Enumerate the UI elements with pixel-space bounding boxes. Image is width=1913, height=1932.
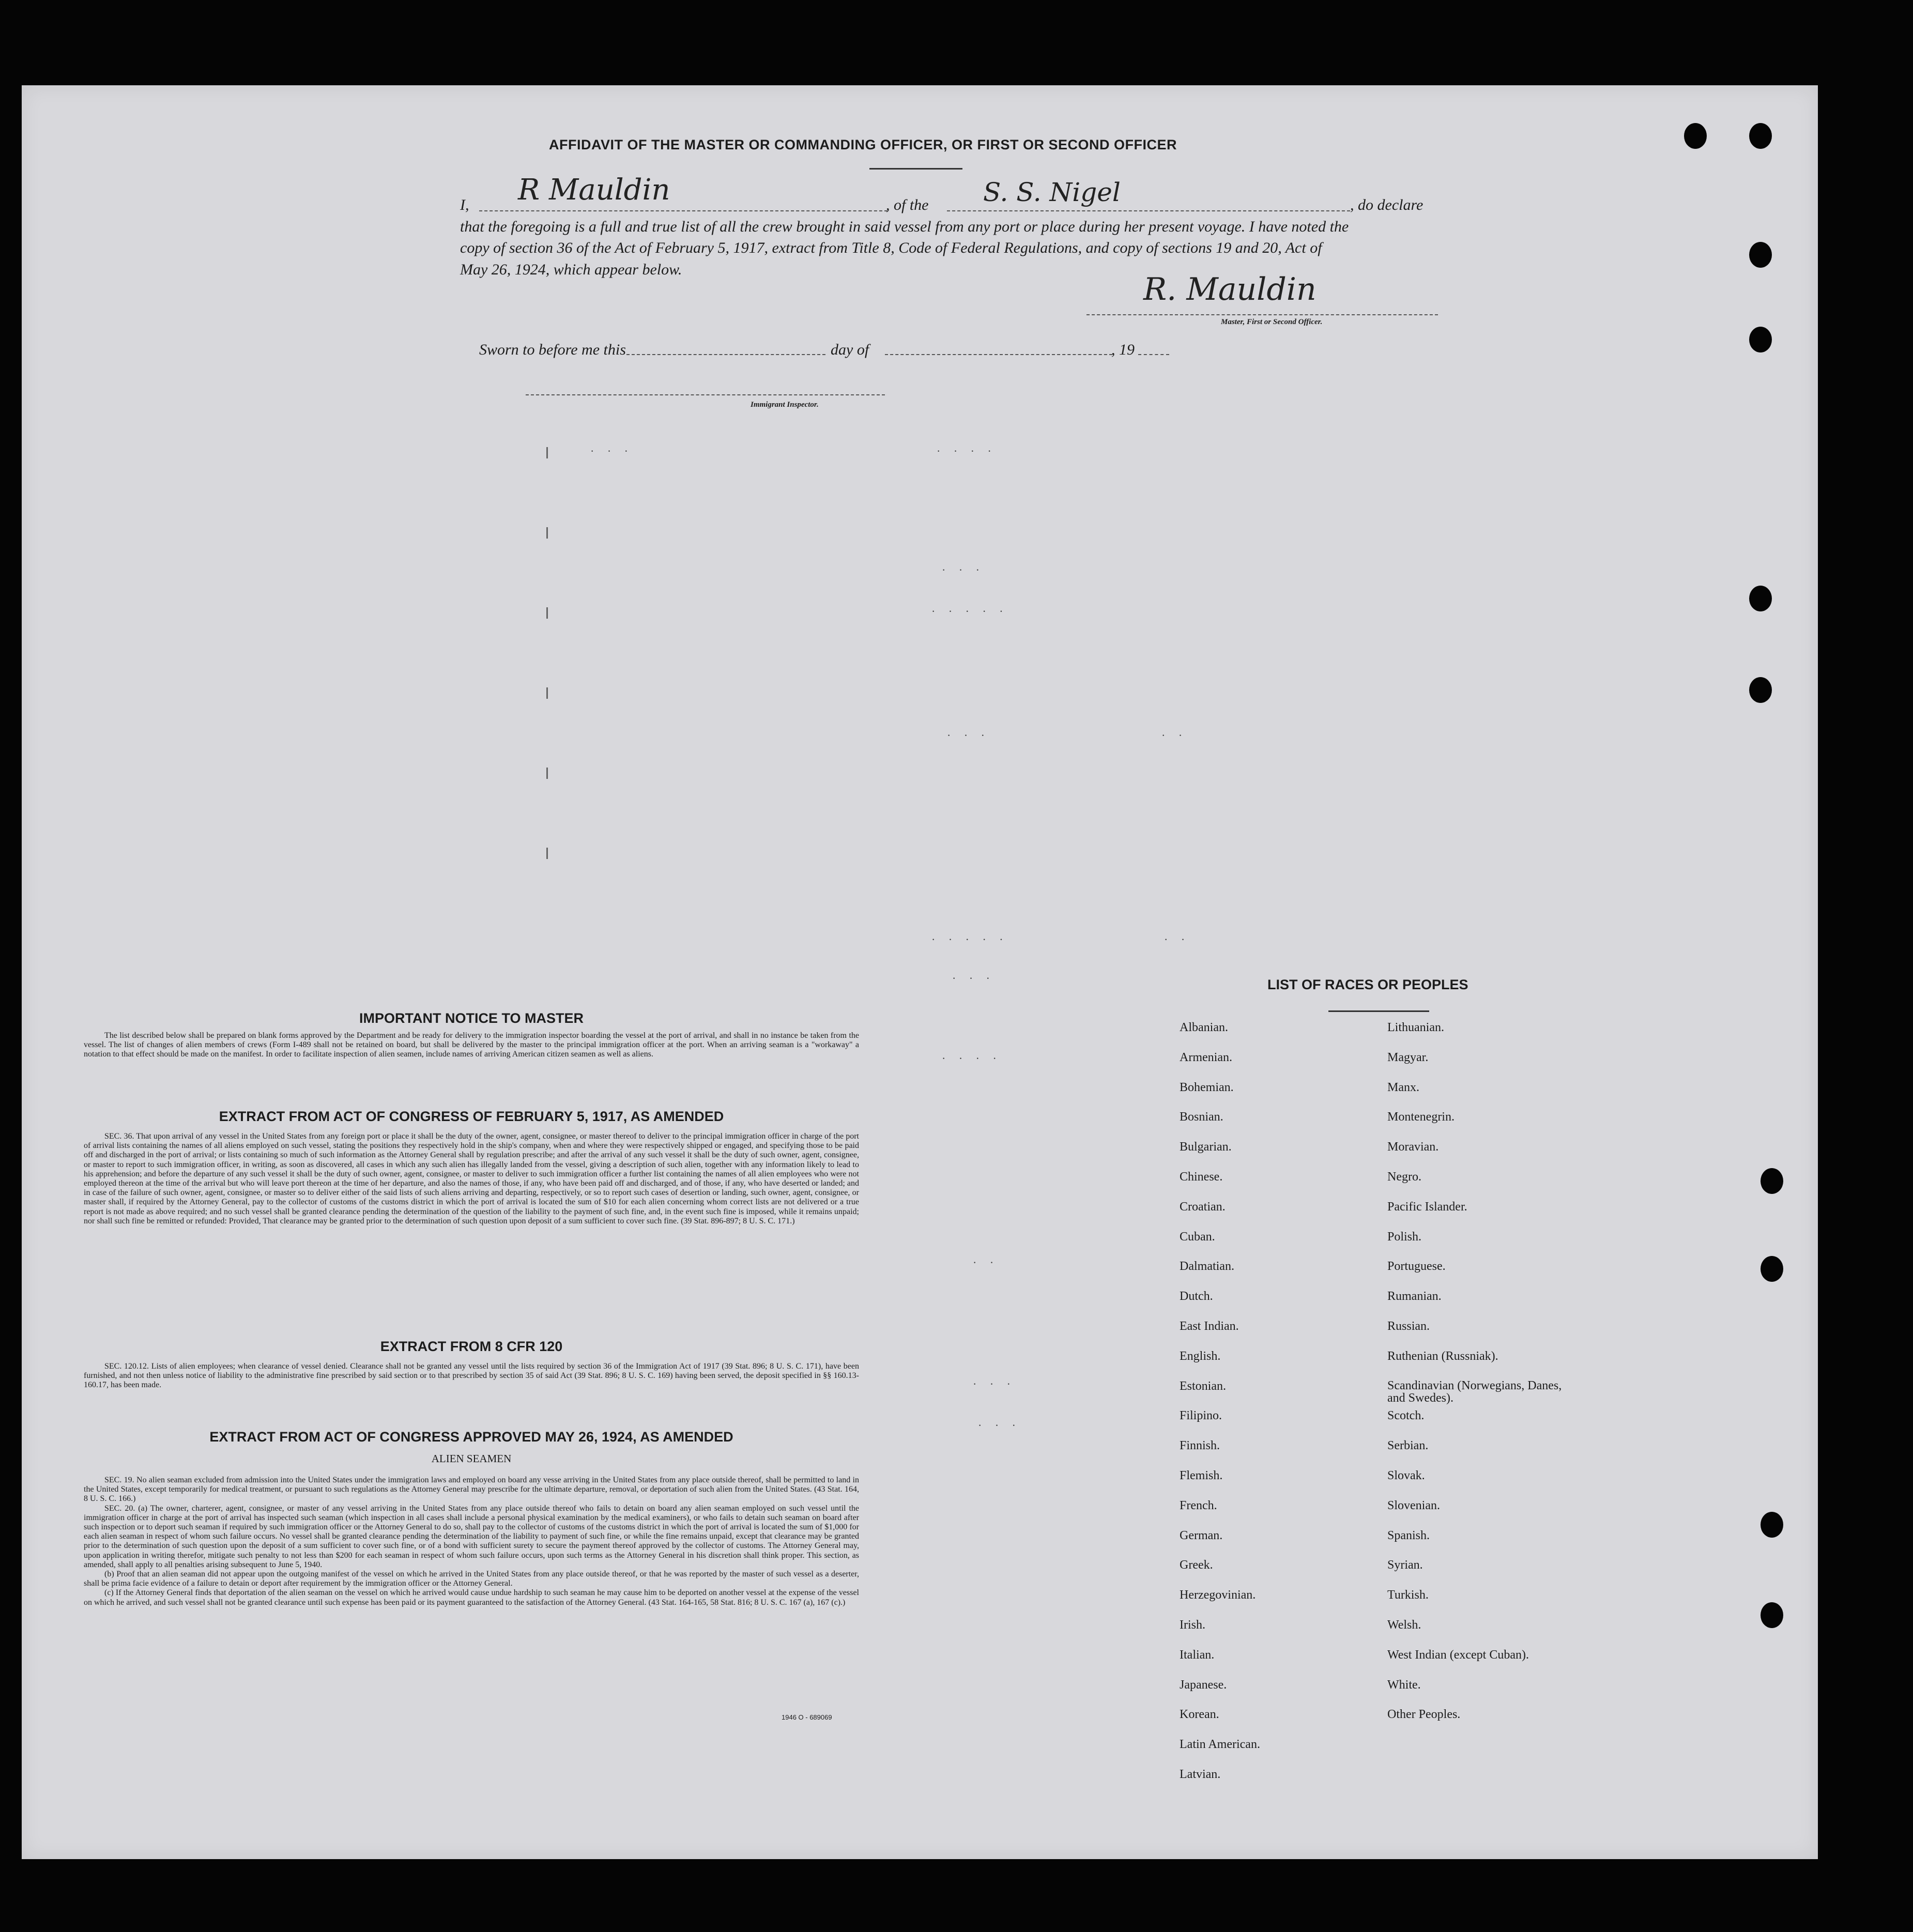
faint-tick [546, 527, 548, 539]
race-item: Estonian. [1180, 1379, 1226, 1393]
affidavit-title: AFFIDAVIT OF THE MASTER OR COMMANDING OFFICER, OR FIRST OR SECOND OFFICER [549, 137, 1177, 152]
extract-1917-title: EXTRACT FROM ACT OF CONGRESS OF FEBRUARY 5, 1917, AS AMENDED [219, 1109, 724, 1124]
race-item: Chinese. [1180, 1170, 1223, 1184]
punch-hole [1749, 586, 1772, 611]
race-item: Manx. [1387, 1080, 1419, 1094]
race-item: Armenian. [1180, 1050, 1232, 1064]
master-signature: R. Mauldin [1143, 271, 1317, 308]
race-item: Albanian. [1180, 1021, 1228, 1034]
faint-tick [546, 447, 548, 458]
faint-dots: · · · · [942, 1052, 1002, 1065]
race-item: West Indian (except Cuban). [1387, 1648, 1529, 1662]
race-item: Filipino. [1180, 1409, 1222, 1423]
race-item: Serbian. [1387, 1439, 1429, 1453]
affidavit-i: I, [460, 196, 469, 213]
declarant-signature: R Mauldin [518, 173, 670, 207]
race-item: White. [1387, 1678, 1421, 1692]
race-item: Ruthenian (Russniak). [1387, 1349, 1498, 1363]
master-label: Master, First or Second Officer. [1221, 318, 1323, 326]
race-item: Korean. [1180, 1708, 1219, 1722]
print-code: 1946 O - 689069 [782, 1713, 832, 1721]
form-page [22, 85, 1818, 1859]
punch-hole [1761, 1512, 1783, 1538]
notice-paragraph: The list described below shall be prepared on blank forms approved by the Department and be ready for delivery to the immigration inspector boarding the vessel at the port of arrival, and shall in no instance be taken from the vessel. The list of changes of alien members of crews (Form I-489 shall not be retained on board, but shall be delivered by the master to the principal immigration officer at the port. When an arriving seaman is a "workaway" a notation to that effect should be made on the manifest. In order to facilitate inspection of alien seamen, include names of arriving American citizen seamen as well as aliens. [84, 1031, 859, 1059]
race-item: Latin American. [1180, 1738, 1260, 1752]
sec20a-paragraph: SEC. 20. (a) The owner, charterer, agent, consignee, or master of any vessel arriving in the United States from any place outside thereof who fails to detain on board any alien seaman employed on such vessel until the immigration officer in charge at the port of arrival has inspected such seaman (which inspection in all cases shall include a personal physical examination by the medical examiners), or who fails to detain such seaman on board after such inspection or to deport such seaman if required by such immigration officer or the Attorney General to do so, shall pay to the collector of customs of the customs district in which the port of arrival is located the sum of $1,000 for each alien seaman in respect of whom such failure occurs. No vessel shall be granted clearance pending the determination of the liability to payment of such fine, or while the fine remains unpaid, except that clearance may be granted prior to the determination of such question upon the deposit of a sum sufficient to cover such fine, or of a bond with sufficient surety to secure the payment thereof approved by the collector of customs. The Attorney General may, upon application in writing therefor, mitigate such penalty to not less than $200 for each seaman in respect of whom such failure occurs, upon such terms as the Attorney General in his discretion shall think proper. This section, as amended, shall apply to all penalties arising subsequent to June 5, 1940. [84, 1504, 859, 1569]
extract-1924-title: EXTRACT FROM ACT OF CONGRESS APPROVED MAY 26, 1924, AS AMENDED [209, 1429, 733, 1445]
faint-dots: · · [1164, 933, 1190, 946]
affidavit-body-line3: copy of section 36 of the Act of February 5, 1917, extract from Title 8, Code of Federal Regulations, and copy of sections 19 and 20, Act of [460, 239, 1322, 256]
affidavit-ofthe: , of the [886, 196, 929, 213]
extract-1924-text [84, 1476, 859, 1607]
race-item: Bulgarian. [1180, 1140, 1232, 1154]
extract-1917-text [84, 1132, 859, 1226]
race-item: Bosnian. [1180, 1110, 1223, 1124]
race-item: Spanish. [1387, 1528, 1430, 1542]
faint-tick [546, 607, 548, 619]
race-item: Scandinavian (Norwegians, Danes, and Swedes). [1387, 1378, 1562, 1405]
race-item: Japanese. [1180, 1678, 1227, 1692]
faint-dots: · · · [590, 444, 633, 457]
inspector-line [526, 394, 885, 395]
extract-cfr-title: EXTRACT FROM 8 CFR 120 [380, 1339, 563, 1354]
race-item: Italian. [1180, 1648, 1215, 1662]
sec20b-paragraph: (b) Proof that an alien seaman did not appear upon the outgoing manifest of the vessel on which he arrived in the United States from any place outside thereof, or that he was reported by the master of such vessel as a deserter, shall be prima facie evidence of a failure to detain or deport after requirement by the immigration officer or the Attorney General. [84, 1570, 859, 1588]
races-left-column [1180, 1021, 1260, 1798]
race-item: Montenegrin. [1387, 1110, 1455, 1124]
faint-dots: · · · [947, 729, 990, 742]
alien-seamen-subtitle: ALIEN SEAMEN [431, 1452, 512, 1465]
faint-dots: · · · · · [931, 933, 1008, 946]
race-item: Polish. [1387, 1230, 1422, 1244]
sworn-year: , 19 [1111, 341, 1135, 358]
sec12012-paragraph: SEC. 120.12. Lists of alien employees; when clearance of vessel denied. Clearance shall not be granted any vessel until the lists required by section 36 of the Immigration Act of 1917 (39 Stat. 896; 8 U. S. C. 171), have been furnished, and not then unless notice of liability to the administrative fine prescribed by said section or to that prescribed by section 35 of said Act (39 Stat. 896; 8 U. S. C. 169) having been served, the deposit specified in §§ 160.13-160.17, has been made. [84, 1362, 859, 1390]
sworn-month-line [885, 354, 1112, 355]
affidavit-body-line2: that the foregoing is a full and true list of all the crew brought in said vessel from any port or place during her present voyage. I have noted the [460, 218, 1349, 235]
declarant-line [479, 210, 887, 211]
faint-dots: · · · [978, 1419, 1021, 1432]
punch-hole [1749, 327, 1772, 352]
punch-hole [1684, 123, 1707, 149]
extract-cfr-text [84, 1362, 859, 1390]
inspector-label: Immigrant Inspector. [751, 401, 819, 409]
race-item: Welsh. [1387, 1618, 1421, 1632]
faint-tick [546, 687, 548, 699]
faint-dots: · · [1161, 729, 1188, 742]
punch-hole [1761, 1256, 1783, 1282]
race-item: French. [1180, 1498, 1217, 1512]
race-item: German. [1180, 1528, 1223, 1542]
sec36-paragraph: SEC. 36. That upon arrival of any vessel in the United States from any foreign port or place it shall be the duty of the owner, agent, consignee, or master thereof to deliver to the principal immigration officer in charge of the port of arrival lists containing the names of all aliens employed on such vessel, stating the positions they respectively hold in the ship's company, when and where they were respectively shipped or engaged, and specifying those to be paid off and discharged in the port of arrival; or lists containing so much of such information as the Attorney General shall by regulation prescribe; and after the arrival of any such vessel it shall be the duty of such owner, agent, consignee, or master to report to such immigration officer, in writing, as soon as discovered, all cases in which any such alien has illegally landed from the vessel, giving a description of such alien, together with any information likely to lead to his apprehension; and before the departure of any such vessel it shall be the duty of such owner, agent, consignee, or master to deliver to such immigration officer a further list containing the names of all alien employees who were not employed thereon at the time of the arrival but who will leave port thereon at the time of her departure, and also the names of those, if any, who have been paid off and discharged, and of those, if any, who have deserted or landed; and in case of the failure of such owner, agent, consignee, or master so to deliver either of the said lists of such aliens arriving and departing, respectively, or so to report such cases of desertion or landing, such owner, agent, consignee, or master shall, if required by the Attorney General, pay to the collector of customs of the customs district in which the port of arrival is located the sum of $10 for each alien concerning whom correct lists are not delivered or a true report is not made as above required; and no such vessel shall be granted clearance pending the determination of the question of the liability to the payment of such fine, and, in the event such fine is imposed, while it remains unpaid; nor shall such fine be remitted or refunded: Provided, That clearance may be granted prior to the determination of such question upon deposit of a sum sufficient to cover such fine. (39 Stat. 896-897; 8 U. S. C. 171.) [84, 1132, 859, 1225]
race-item: Pacific Islander. [1387, 1200, 1467, 1214]
race-item: Greek. [1180, 1558, 1213, 1572]
race-item: East Indian. [1180, 1319, 1239, 1333]
title-divider [869, 168, 962, 170]
faint-dots: · · · [942, 563, 985, 576]
race-item: Flemish. [1180, 1468, 1223, 1482]
race-item: Turkish. [1387, 1588, 1429, 1602]
sworn-dayof: day of [831, 341, 869, 358]
race-item: Portuguese. [1387, 1260, 1446, 1274]
race-item: Scotch. [1387, 1409, 1425, 1423]
race-item: Syrian. [1387, 1558, 1423, 1572]
master-signature-line [1086, 314, 1438, 315]
race-item: Cuban. [1180, 1230, 1215, 1244]
punch-hole [1761, 1168, 1783, 1194]
race-item: Russian. [1387, 1319, 1430, 1333]
race-item: Croatian. [1180, 1200, 1226, 1214]
sec19-paragraph: SEC. 19. No alien seaman excluded from admission into the United States under the immigration laws and employed on board any vesse arriving in the United States from any place outside thereof, shall be permitted to land in the United States, except temporarily for medical treatment, or pursuant to such regulations as the Attorney General may prescribe for the ultimate departure, removal, or deportation of such alien from the United States. (43 Stat. 164, 8 U. S. C. 166.) [84, 1476, 859, 1504]
race-item: Moravian. [1387, 1140, 1439, 1154]
faint-dots: · · [973, 1256, 999, 1269]
race-item: Herzegovinian. [1180, 1588, 1256, 1602]
vessel-line [947, 210, 1350, 211]
race-item: English. [1180, 1349, 1221, 1363]
faint-tick [546, 768, 548, 779]
race-item: Other Peoples. [1387, 1708, 1461, 1722]
faint-dots: · · · · · [931, 605, 1008, 618]
race-item: Slovenian. [1387, 1498, 1440, 1512]
punch-hole [1749, 242, 1772, 268]
sworn-day-line [626, 354, 825, 355]
race-item: Bohemian. [1180, 1080, 1234, 1094]
race-item: Magyar. [1387, 1050, 1429, 1064]
race-item: Finnish. [1180, 1439, 1220, 1453]
race-item: Slovak. [1387, 1468, 1425, 1482]
sworn-prefix: Sworn to before me this [479, 341, 626, 358]
notice-title: IMPORTANT NOTICE TO MASTER [359, 1010, 584, 1026]
races-divider [1328, 1010, 1429, 1012]
race-item: Lithuanian. [1387, 1021, 1444, 1034]
race-item: Dalmatian. [1180, 1260, 1234, 1274]
sworn-year-line [1138, 354, 1169, 355]
faint-dots: · · · [952, 972, 995, 985]
affidavit-declare: , do declare [1350, 196, 1424, 213]
race-item: Negro. [1387, 1170, 1421, 1184]
faint-dots: · · · · [937, 444, 997, 457]
sec20c-paragraph: (c) If the Attorney General finds that deportation of the alien seaman on the vessel on which he arrived would cause undue hardship to such seaman he may cause him to be deported on another vessel at the expense of the vessel on which he arrived, and such vessel shall not be granted clearance until such expense has been paid or its payment guaranteed to the satisfaction of the Attorney General. (43 Stat. 164-165, 58 Stat. 816; 8 U. S. C. 167 (a), 167 (c).) [84, 1588, 859, 1607]
punch-hole [1749, 123, 1772, 149]
faint-tick [546, 848, 548, 859]
races-right-column [1387, 1021, 1563, 1738]
race-item: Irish. [1180, 1618, 1205, 1632]
punch-hole [1761, 1602, 1783, 1628]
races-title: LIST OF RACES OR PEOPLES [1267, 977, 1468, 992]
vessel-name: S. S. Nigel [983, 177, 1121, 207]
race-item: Dutch. [1180, 1290, 1213, 1304]
notice-text [84, 1031, 859, 1060]
race-item: Rumanian. [1387, 1290, 1442, 1304]
punch-hole [1749, 677, 1772, 703]
race-item: Latvian. [1180, 1767, 1221, 1781]
affidavit-body-line4: May 26, 1924, which appear below. [460, 261, 682, 278]
faint-dots: · · · [973, 1377, 1016, 1390]
